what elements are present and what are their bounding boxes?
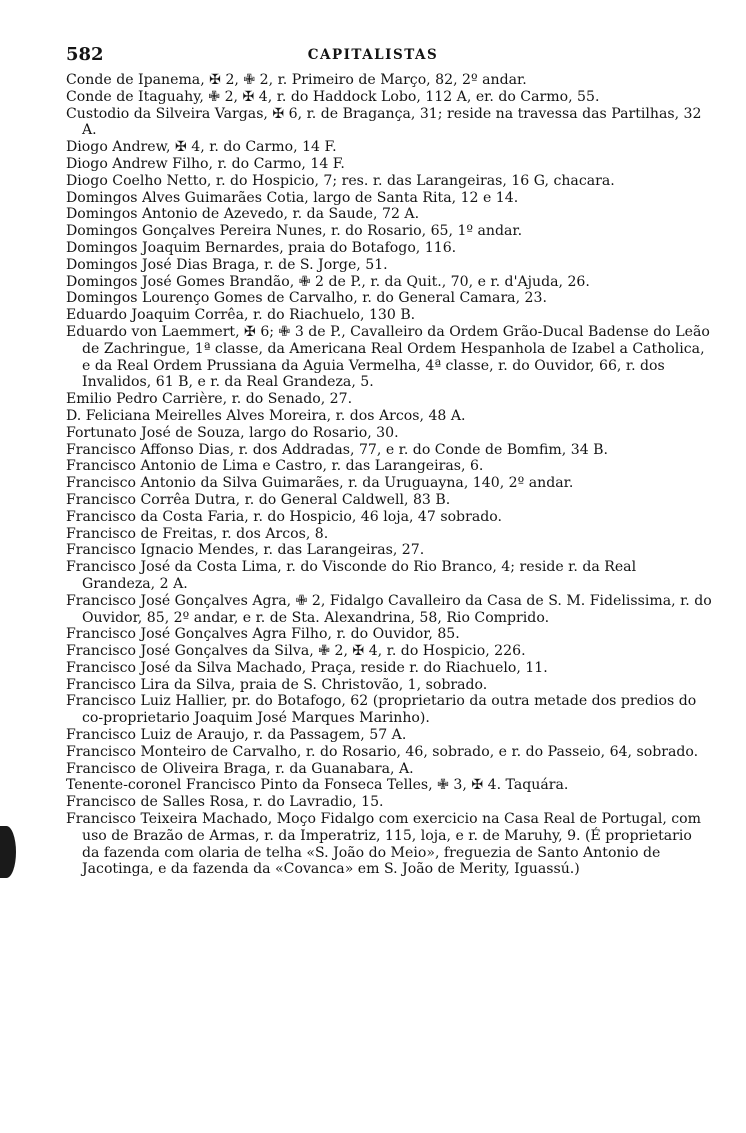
directory-entry: Francisco de Oliveira Braga, r. da Guanabara, A. <box>66 760 414 777</box>
directory-entry: Francisco da Costa Faria, r. do Hospicio, 46 loja, 47 sobrado. <box>66 508 502 525</box>
directory-entry: Francisco Monteiro de Carvalho, r. do Rosario, 46, sobrado, e r. do Passeio, 64, sobrado. <box>66 743 699 760</box>
directory-entry: Francisco José Gonçalves da Silva, ✙ 2, ✠ 4, r. do Hospicio, 226. <box>66 643 526 660</box>
directory-entry: Domingos Lourenço Gomes de Carvalho, r. do General Camara, 23. <box>66 290 547 307</box>
directory-entry: Conde de Ipanema, ✠ 2, ✙ 2, r. Primeiro de Março, 82, 2º andar. <box>66 72 527 88</box>
page-edge-mark <box>0 826 16 878</box>
directory-entry: Domingos Joaquim Bernardes, praia do Botafogo, 116. <box>66 239 457 256</box>
directory-entry: Domingos Alves Guimarães Cotia, largo de Santa Rita, 12 e 14. <box>66 189 519 206</box>
directory-entry: Francisco de Freitas, r. dos Arcos, 8. <box>66 525 329 542</box>
directory-entry: Francisco Antonio da Silva Guimarães, r. da Uruguayna, 140, 2º andar. <box>66 475 574 492</box>
directory-entry: Francisco Luiz Hallier, pr. do Botafogo, 62 (proprietario da outra metade dos predios do co-proprietario Joaquim José Marques Marinho). <box>66 693 697 727</box>
page-number: 582 <box>66 44 104 65</box>
directory-entry: Conde de Itaguahy, ✙ 2, ✠ 4, r. do Haddock Lobo, 112 A, er. do Carmo, 55. <box>66 88 600 105</box>
running-head: CAPITALISTAS <box>307 47 439 63</box>
directory-entry: D. Feliciana Meirelles Alves Moreira, r. dos Arcos, 48 A. <box>66 407 466 424</box>
directory-entry: Francisco José da Silva Machado, Praça, reside r. do Riachuelo, 11. <box>66 659 548 676</box>
directory-entry: Domingos José Dias Braga, r. de S. Jorge, 51. <box>66 256 388 273</box>
directory-entry: Francisco de Salles Rosa, r. do Lavradio, 15. <box>66 794 384 811</box>
directory-entry: Domingos José Gomes Brandão, ✙ 2 de P., r. da Quit., 70, e r. d'Ajuda, 26. <box>66 273 590 290</box>
directory-entry: Diogo Andrew, ✠ 4, r. do Carmo, 14 F. <box>66 139 337 156</box>
directory-entry: Francisco Corrêa Dutra, r. do General Caldwell, 83 B. <box>66 491 451 508</box>
page-header <box>0 44 746 70</box>
directory-entry: Diogo Coelho Netto, r. do Hospicio, 7; res. r. das Larangeiras, 16 G, chacara. <box>66 172 615 189</box>
directory-entry: Domingos Antonio de Azevedo, r. da Saude, 72 A. <box>66 206 420 223</box>
directory-entry: Emilio Pedro Carrière, r. do Senado, 27. <box>66 391 353 408</box>
directory-entry: Diogo Andrew Filho, r. do Carmo, 14 F. <box>66 155 345 172</box>
directory-entry: Francisco Affonso Dias, r. dos Addradas, 77, e r. do Conde de Bomfim, 34 B. <box>66 441 609 458</box>
directory-entry: Francisco Ignacio Mendes, r. das Larangeiras, 27. <box>66 542 425 559</box>
directory-entry: Francisco Lira da Silva, praia de S. Christovão, 1, sobrado. <box>66 676 488 693</box>
directory-entry: Francisco Teixeira Machado, Moço Fidalgo com exercicio na Casa Real de Portugal, com uso de Brazão de Armas, r. da Imperatriz, 115, loja, e r. de Maruhy, 9. (É proprietario da fazenda com olaria de telha «S. João do Meio», freguezia de Santo Antonio de Jacotinga, e da fazenda da «Covanca» em S. João de Merity, Iguassú.) <box>66 811 702 878</box>
directory-entry: Francisco José da Costa Lima, r. do Visconde do Rio Branco, 4; reside r. da Real Grandeza, 2 A. <box>66 559 637 592</box>
directory-entry: Francisco Luiz de Araujo, r. da Passagem, 57 A. <box>66 727 407 744</box>
directory-entry: Francisco José Gonçalves Agra, ✙ 2, Fidalgo Cavalleiro da Casa de S. M. Fidelissima, r. do Ouvidor, 85, 2º andar, e r. de Sta. Alexandrina, 58, Rio Comprido. <box>66 592 712 626</box>
directory-entry: Francisco José Gonçalves Agra Filho, r. do Ouvidor, 85. <box>66 626 460 643</box>
entry-list <box>66 72 712 878</box>
directory-entry: Domingos Gonçalves Pereira Nunes, r. do Rosario, 65, 1º andar. <box>66 223 523 240</box>
directory-entry: Eduardo Joaquim Corrêa, r. do Riachuelo, 130 B. <box>66 307 416 324</box>
directory-entry: Tenente-coronel Francisco Pinto da Fonseca Telles, ✙ 3, ✠ 4. Taquára. <box>66 777 569 794</box>
directory-entry: Eduardo von Laemmert, ✠ 6; ✙ 3 de P., Cavalleiro da Ordem Grão-Ducal Badense do Leão de Zachringue, 1ª classe, da Americana Real Ordem Hespanhola de Izabel a Catholica, e da Real Ordem Prussiana da Aguia Vermelha, 4ª classe, r. do Ouvidor, 66, r. dos Invalidos, 61 B, e r. da Real Grandeza, 5. <box>66 323 710 391</box>
directory-entry: Francisco Antonio de Lima e Castro, r. das Larangeiras, 6. <box>66 458 484 475</box>
directory-entry: Fortunato José de Souza, largo do Rosario, 30. <box>66 424 399 441</box>
directory-entry: Custodio da Silveira Vargas, ✠ 6, r. de Bragança, 31; reside na travessa das Partilhas, 32 A. <box>66 105 702 139</box>
